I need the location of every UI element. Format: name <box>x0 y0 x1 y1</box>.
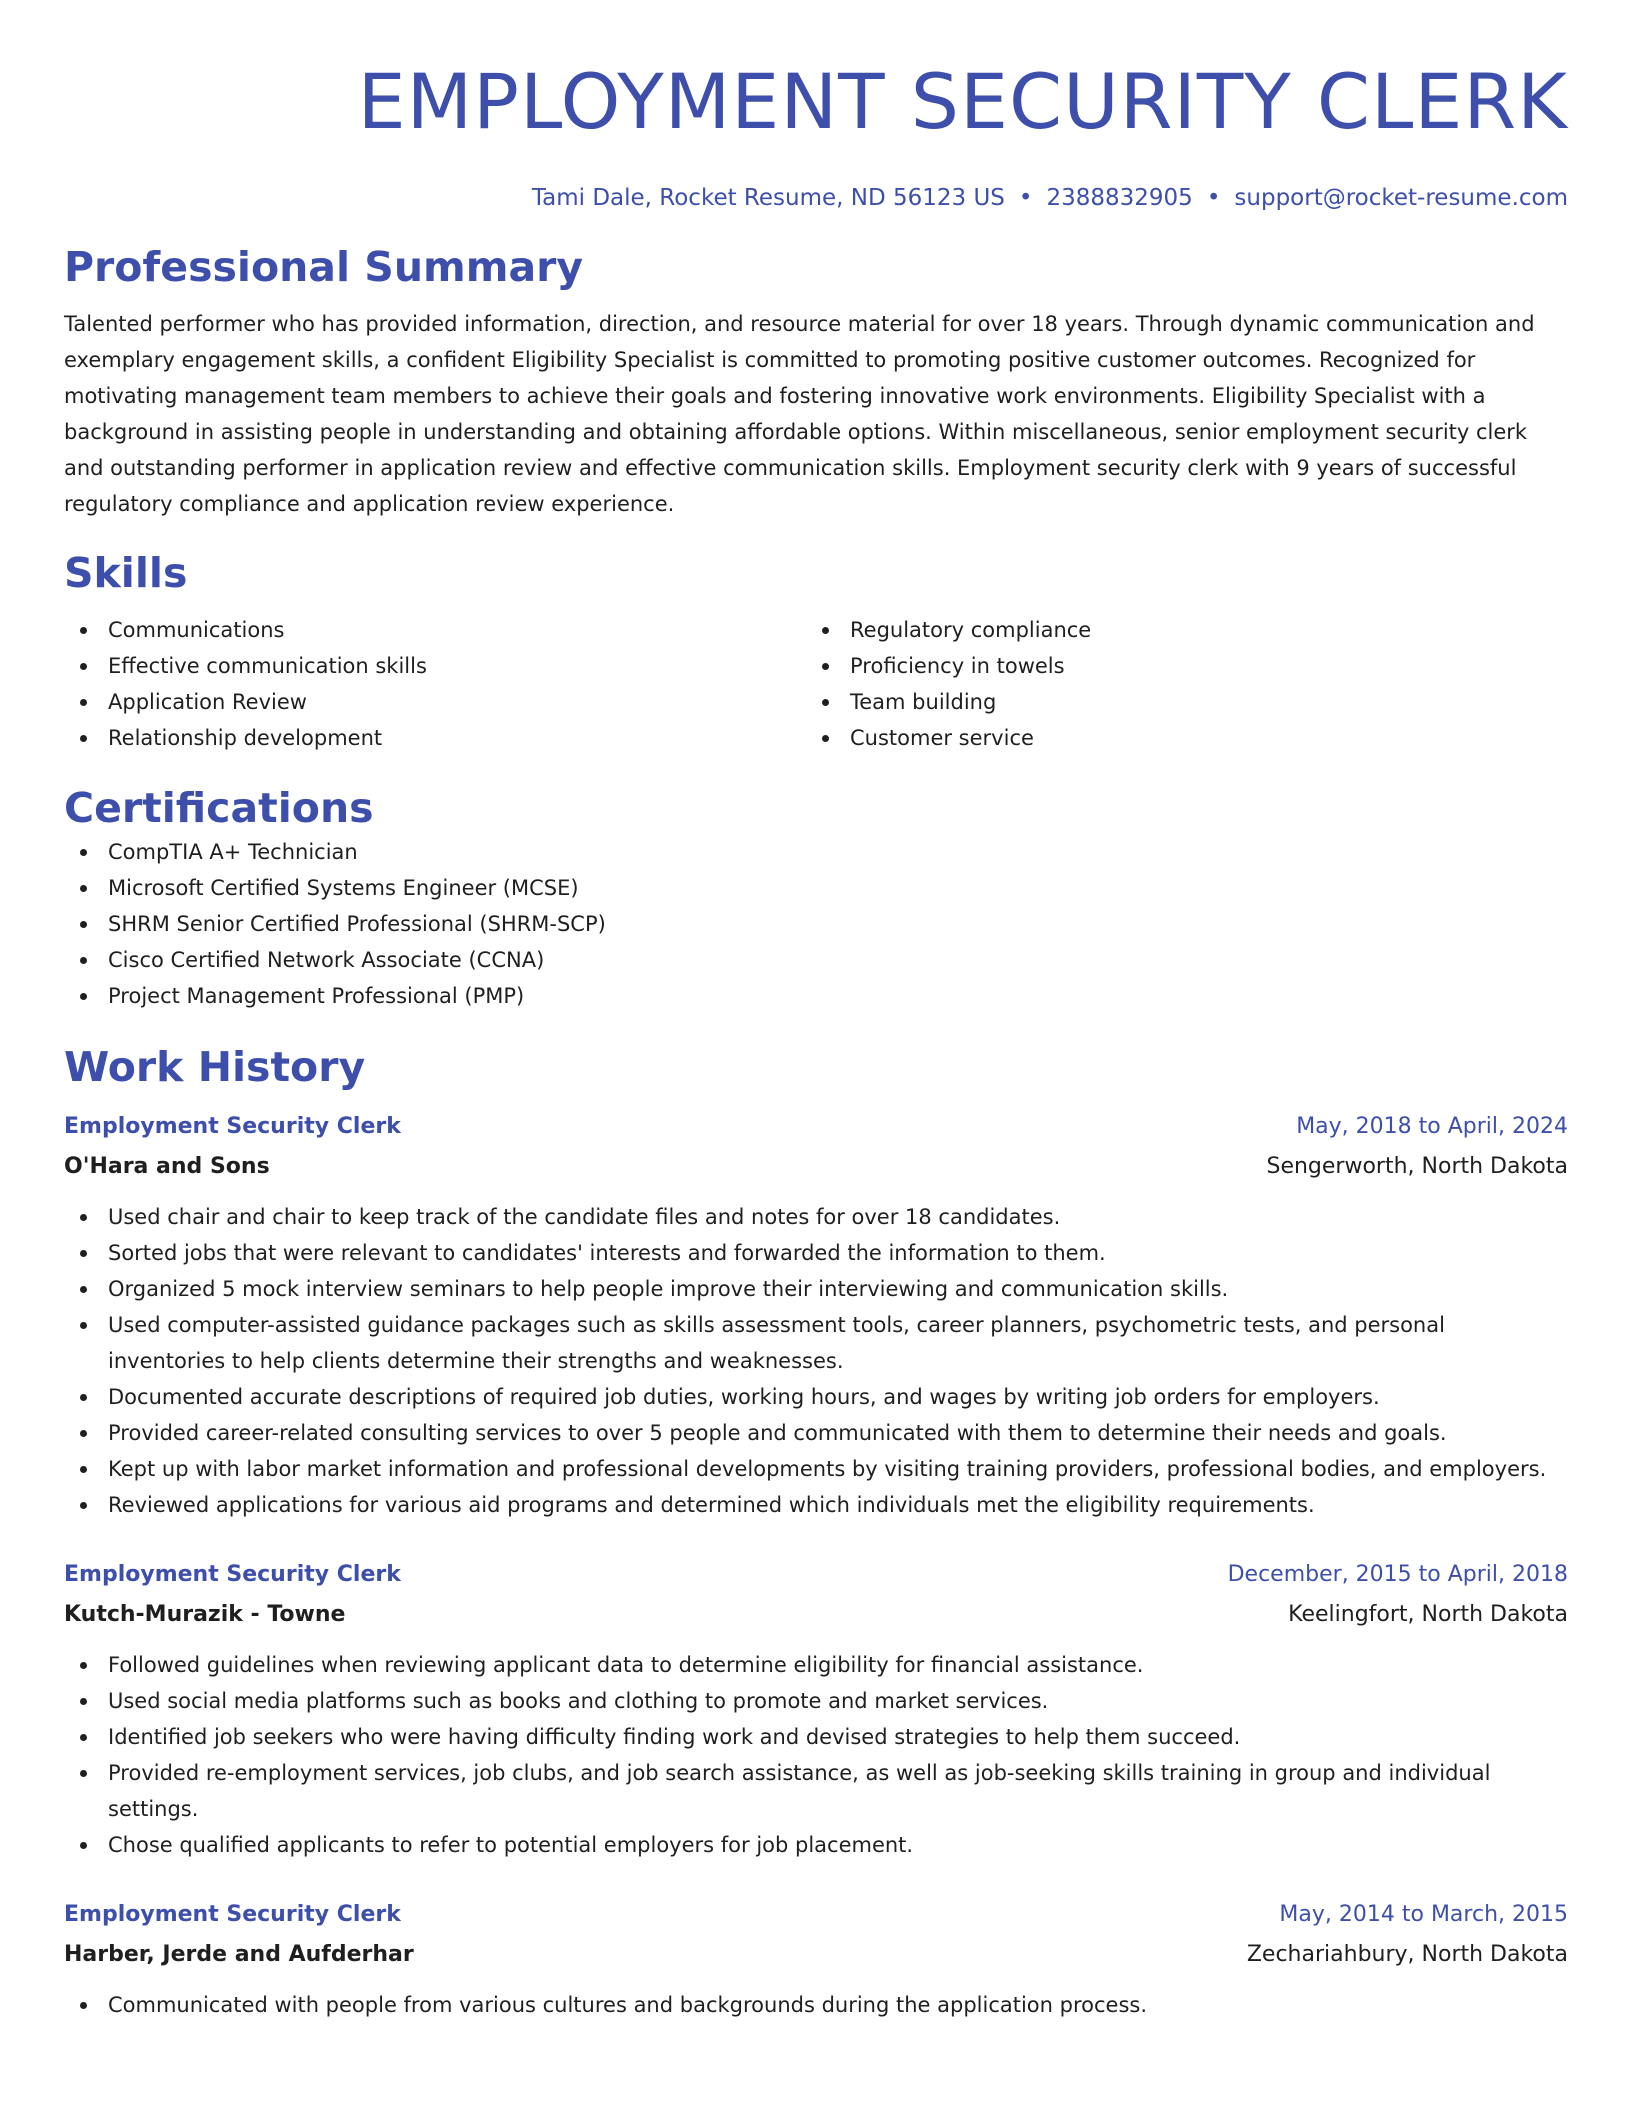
skill-item: Application Review <box>64 684 806 720</box>
certifications-list <box>64 834 1568 1014</box>
job-location: Zechariahbury, North Dakota <box>1246 1942 1568 1967</box>
job-company: O'Hara and Sons <box>64 1154 270 1179</box>
job-bullet: Kept up with labor market information and professional developments by visiting training providers, professional bodies, and employers. <box>64 1451 1568 1487</box>
contact-line <box>64 182 1568 214</box>
certification-item: Cisco Certified Network Associate (CCNA) <box>64 942 1568 978</box>
skills-column-right <box>806 612 1548 756</box>
job-bullets <box>64 1199 1568 1523</box>
job-bullet: Used social media platforms such as books and clothing to promote and market services. <box>64 1683 1568 1719</box>
job-bullet: Followed guidelines when reviewing applicant data to determine eligibility for financial assistance. <box>64 1647 1568 1683</box>
skill-item: Customer service <box>806 720 1548 756</box>
skill-item: Regulatory compliance <box>806 612 1548 648</box>
certifications-heading: Certifications <box>64 784 374 832</box>
skill-item: Communications <box>64 612 806 648</box>
job-bullet: Communicated with people from various cultures and backgrounds during the application process. <box>64 1987 1568 2023</box>
skills-column-left <box>64 612 806 756</box>
job-title: Employment Security Clerk <box>64 1902 401 1927</box>
summary-heading: Professional Summary <box>64 243 584 291</box>
job-location: Keelingfort, North Dakota <box>1288 1602 1568 1627</box>
skill-item: Team building <box>806 684 1548 720</box>
job-bullet: Chose qualified applicants to refer to potential employers for job placement. <box>64 1827 1568 1863</box>
skills-heading: Skills <box>64 549 188 597</box>
job-bullet: Provided re-employment services, job clubs, and job search assistance, as well as job-seeking skills training in group and individual settings. <box>64 1755 1568 1827</box>
job-dates: May, 2014 to March, 2015 <box>1279 1902 1568 1927</box>
job-bullet: Identified job seekers who were having difficulty finding work and devised strategies to help them succeed. <box>64 1719 1568 1755</box>
skill-item: Proficiency in towels <box>806 648 1548 684</box>
job-company: Harber, Jerde and Aufderhar <box>64 1942 414 1967</box>
job-entry <box>64 1895 1568 2023</box>
certification-item: SHRM Senior Certified Professional (SHRM-SCP) <box>64 906 1568 942</box>
job-company: Kutch-Murazik - Towne <box>64 1602 346 1627</box>
job-bullet: Sorted jobs that were relevant to candidates' interests and forwarded the information to them. <box>64 1235 1568 1271</box>
skill-item: Relationship development <box>64 720 806 756</box>
resume-page <box>64 0 1568 2023</box>
summary-text: Talented performer who has provided information, direction, and resource material for over 18 years. Through dynamic communication and exemplary engagement skills, a confident Eligibility Specialist is committed to promoting positive customer outcomes. Recognized for motivating management team members to achieve their goals and fostering innovative work environments. Eligibility Specialist with a background in assisting people in understanding and obtaining affordable options. Within miscellaneous, senior employment security clerk and outstanding performer in application review and effective communication skills. Employment security clerk with 9 years of successful regulatory compliance and application review experience. <box>64 312 1535 516</box>
job-entry <box>64 1107 1568 1523</box>
certification-item: CompTIA A+ Technician <box>64 834 1568 870</box>
contact-address: Tami Dale, Rocket Resume, ND 56123 US <box>531 185 1005 211</box>
work-history-heading: Work History <box>64 1043 366 1091</box>
job-bullet: Provided career-related consulting services to over 5 people and communicated with them to determine their needs and goals. <box>64 1415 1568 1451</box>
skills-grid <box>64 612 1568 756</box>
certification-item: Project Management Professional (PMP) <box>64 978 1568 1014</box>
job-title: Employment Security Clerk <box>64 1114 401 1139</box>
contact-email[interactable]: support@rocket-resume.com <box>1234 185 1568 211</box>
resume-title: EMPLOYMENT SECURITY CLERK <box>357 57 1568 146</box>
contact-separator: • <box>1206 185 1221 211</box>
job-entry <box>64 1555 1568 1863</box>
job-dates: May, 2018 to April, 2024 <box>1296 1114 1568 1139</box>
job-bullet: Documented accurate descriptions of required job duties, working hours, and wages by writing job orders for employers. <box>64 1379 1568 1415</box>
job-bullets <box>64 1987 1568 2023</box>
job-bullet: Reviewed applications for various aid programs and determined which individuals met the eligibility requirements. <box>64 1487 1568 1523</box>
contact-separator: • <box>1018 185 1033 211</box>
job-title: Employment Security Clerk <box>64 1562 401 1587</box>
job-location: Sengerworth, North Dakota <box>1266 1154 1568 1179</box>
skill-item: Effective communication skills <box>64 648 806 684</box>
job-bullet: Used chair and chair to keep track of the candidate files and notes for over 18 candidates. <box>64 1199 1568 1235</box>
contact-phone[interactable]: 2388832905 <box>1046 185 1193 211</box>
certification-item: Microsoft Certified Systems Engineer (MCSE) <box>64 870 1568 906</box>
job-bullet: Organized 5 mock interview seminars to help people improve their interviewing and communication skills. <box>64 1271 1568 1307</box>
job-dates: December, 2015 to April, 2018 <box>1227 1562 1568 1587</box>
job-bullet: Used computer-assisted guidance packages such as skills assessment tools, career planners, psychometric tests, and personal inventories to help clients determine their strengths and weaknesses. <box>64 1307 1568 1379</box>
job-bullets <box>64 1647 1568 1863</box>
